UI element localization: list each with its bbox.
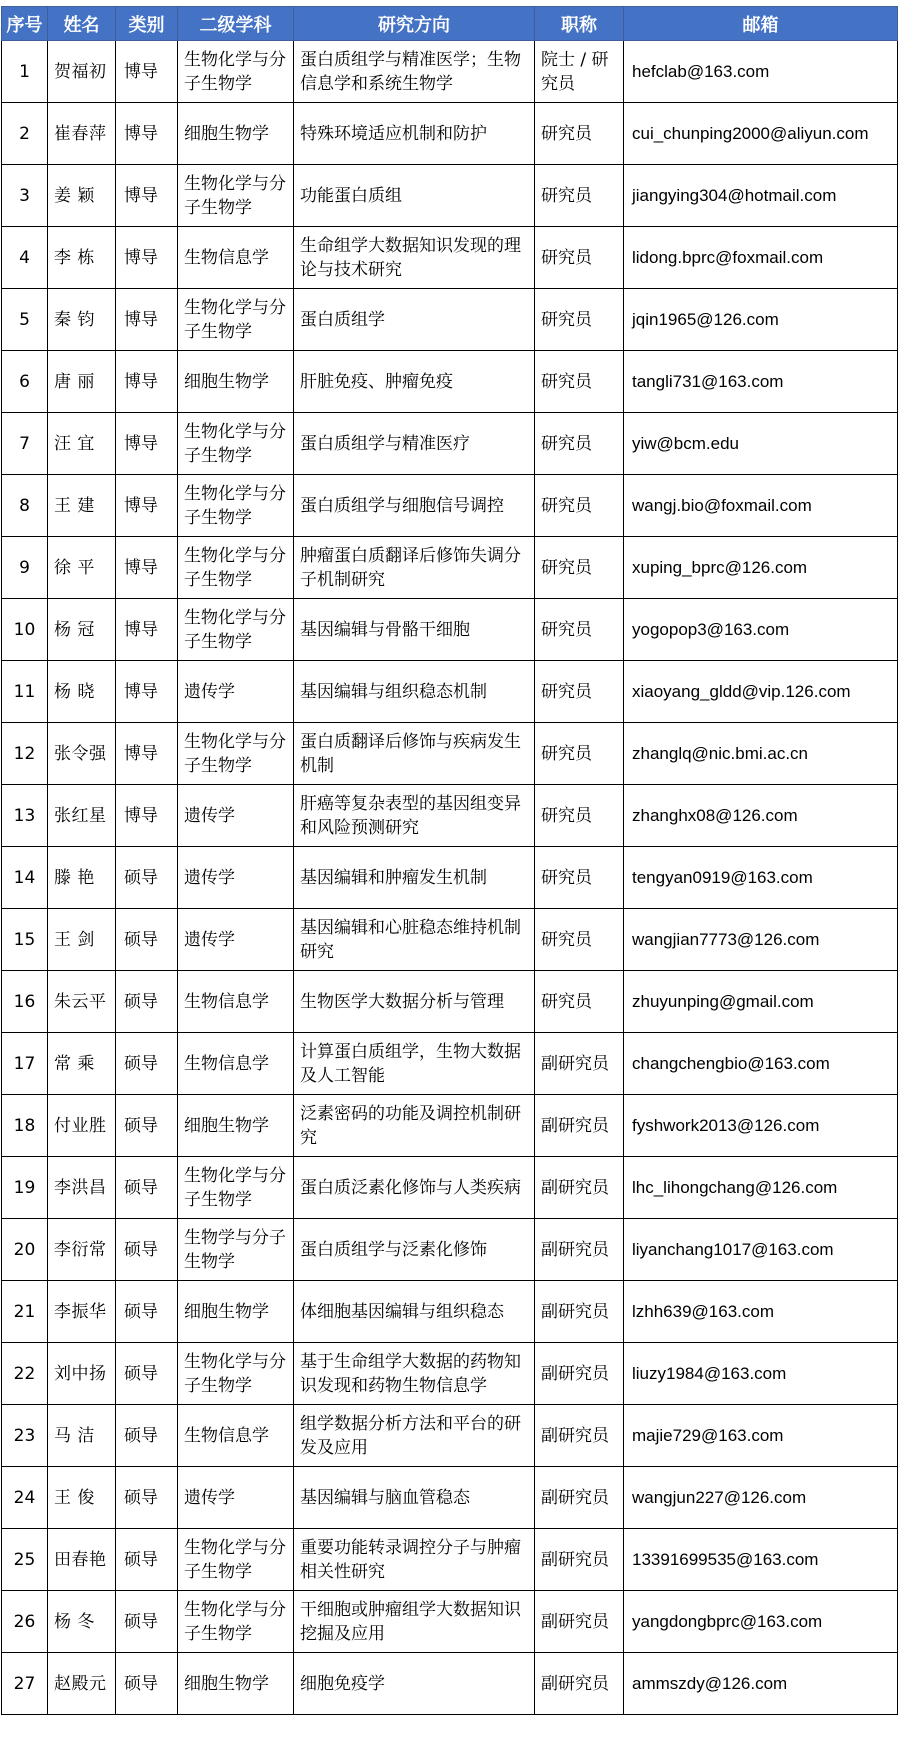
cell-name: 李 栋 <box>48 227 116 289</box>
cell-index: 14 <box>2 847 48 909</box>
header-email: 邮箱 <box>624 7 898 41</box>
cell-email: jqin1965@126.com <box>624 289 898 351</box>
header-row <box>2 7 898 41</box>
cell-name: 李振华 <box>48 1281 116 1343</box>
table-row <box>2 1529 898 1591</box>
cell-email: zhanghx08@126.com <box>624 785 898 847</box>
cell-category: 博导 <box>116 289 178 351</box>
cell-category: 硕导 <box>116 971 178 1033</box>
cell-index: 10 <box>2 599 48 661</box>
cell-index: 13 <box>2 785 48 847</box>
cell-index: 27 <box>2 1653 48 1715</box>
cell-discipline: 生物信息学 <box>178 1033 294 1095</box>
cell-name: 王 剑 <box>48 909 116 971</box>
cell-email: liuzy1984@163.com <box>624 1343 898 1405</box>
cell-title: 副研究员 <box>535 1033 624 1095</box>
table-row <box>2 413 898 475</box>
table-row <box>2 1219 898 1281</box>
cell-title: 副研究员 <box>535 1281 624 1343</box>
cell-index: 15 <box>2 909 48 971</box>
cell-title: 副研究员 <box>535 1095 624 1157</box>
cell-email: xiaoyang_gldd@vip.126.com <box>624 661 898 723</box>
table-row <box>2 661 898 723</box>
cell-category: 硕导 <box>116 1591 178 1653</box>
cell-index: 21 <box>2 1281 48 1343</box>
cell-email: wangjun227@126.com <box>624 1467 898 1529</box>
header-title: 职称 <box>535 7 624 41</box>
cell-index: 11 <box>2 661 48 723</box>
cell-category: 博导 <box>116 661 178 723</box>
table-row <box>2 1033 898 1095</box>
cell-name: 秦 钧 <box>48 289 116 351</box>
table-row <box>2 351 898 413</box>
cell-discipline: 遗传学 <box>178 785 294 847</box>
cell-email: fyshwork2013@126.com <box>624 1095 898 1157</box>
cell-name: 张红星 <box>48 785 116 847</box>
cell-title: 研究员 <box>535 413 624 475</box>
cell-discipline: 生物信息学 <box>178 971 294 1033</box>
cell-category: 硕导 <box>116 1529 178 1591</box>
table-row <box>2 723 898 785</box>
cell-email: tengyan0919@163.com <box>624 847 898 909</box>
table-row <box>2 599 898 661</box>
cell-research: 组学数据分析方法和平台的研发及应用 <box>294 1405 535 1467</box>
cell-title: 院士 / 研究员 <box>535 41 624 103</box>
cell-discipline: 遗传学 <box>178 1467 294 1529</box>
table-row <box>2 1343 898 1405</box>
cell-research: 生命组学大数据知识发现的理论与技术研究 <box>294 227 535 289</box>
table-row <box>2 165 898 227</box>
cell-title: 副研究员 <box>535 1157 624 1219</box>
cell-index: 3 <box>2 165 48 227</box>
cell-category: 博导 <box>116 599 178 661</box>
cell-index: 25 <box>2 1529 48 1591</box>
cell-category: 硕导 <box>116 847 178 909</box>
cell-category: 硕导 <box>116 1343 178 1405</box>
cell-name: 赵殿元 <box>48 1653 116 1715</box>
table-row <box>2 41 898 103</box>
cell-index: 2 <box>2 103 48 165</box>
cell-research: 功能蛋白质组 <box>294 165 535 227</box>
cell-category: 博导 <box>116 41 178 103</box>
cell-research: 基因编辑与脑血管稳态 <box>294 1467 535 1529</box>
cell-discipline: 生物化学与分子生物学 <box>178 1529 294 1591</box>
cell-category: 博导 <box>116 227 178 289</box>
table-row <box>2 909 898 971</box>
cell-research: 蛋白质组学与泛素化修饰 <box>294 1219 535 1281</box>
table-row <box>2 1095 898 1157</box>
cell-discipline: 生物化学与分子生物学 <box>178 413 294 475</box>
cell-discipline: 生物化学与分子生物学 <box>178 165 294 227</box>
cell-email: 13391699535@163.com <box>624 1529 898 1591</box>
cell-index: 1 <box>2 41 48 103</box>
cell-index: 20 <box>2 1219 48 1281</box>
cell-title: 研究员 <box>535 909 624 971</box>
table-row <box>2 1653 898 1715</box>
table-row <box>2 1281 898 1343</box>
cell-email: changchengbio@163.com <box>624 1033 898 1095</box>
cell-title: 研究员 <box>535 165 624 227</box>
cell-email: ammszdy@126.com <box>624 1653 898 1715</box>
cell-title: 研究员 <box>535 537 624 599</box>
cell-email: wangj.bio@foxmail.com <box>624 475 898 537</box>
cell-category: 博导 <box>116 723 178 785</box>
cell-email: xuping_bprc@126.com <box>624 537 898 599</box>
cell-name: 姜 颖 <box>48 165 116 227</box>
cell-name: 徐 平 <box>48 537 116 599</box>
cell-research: 特殊环境适应机制和防护 <box>294 103 535 165</box>
cell-category: 硕导 <box>116 1405 178 1467</box>
cell-name: 朱云平 <box>48 971 116 1033</box>
cell-category: 博导 <box>116 165 178 227</box>
cell-research: 泛素密码的功能及调控机制研究 <box>294 1095 535 1157</box>
cell-email: tangli731@163.com <box>624 351 898 413</box>
cell-discipline: 细胞生物学 <box>178 1281 294 1343</box>
cell-category: 硕导 <box>116 1281 178 1343</box>
cell-email: lhc_lihongchang@126.com <box>624 1157 898 1219</box>
cell-discipline: 遗传学 <box>178 909 294 971</box>
cell-index: 4 <box>2 227 48 289</box>
cell-title: 研究员 <box>535 103 624 165</box>
cell-name: 滕 艳 <box>48 847 116 909</box>
table-row <box>2 103 898 165</box>
table-row <box>2 785 898 847</box>
cell-research: 蛋白质泛素化修饰与人类疾病 <box>294 1157 535 1219</box>
cell-index: 17 <box>2 1033 48 1095</box>
cell-research: 基因编辑与组织稳态机制 <box>294 661 535 723</box>
cell-title: 副研究员 <box>535 1529 624 1591</box>
cell-research: 蛋白质组学与精准医疗 <box>294 413 535 475</box>
cell-research: 蛋白质翻译后修饰与疾病发生机制 <box>294 723 535 785</box>
header-research: 研究方向 <box>294 7 535 41</box>
cell-discipline: 生物化学与分子生物学 <box>178 1157 294 1219</box>
cell-discipline: 细胞生物学 <box>178 1095 294 1157</box>
cell-index: 8 <box>2 475 48 537</box>
cell-title: 研究员 <box>535 723 624 785</box>
cell-title: 研究员 <box>535 971 624 1033</box>
table-row <box>2 475 898 537</box>
table-row <box>2 1405 898 1467</box>
table-row <box>2 1157 898 1219</box>
cell-research: 体细胞基因编辑与组织稳态 <box>294 1281 535 1343</box>
cell-research: 基因编辑和肿瘤发生机制 <box>294 847 535 909</box>
cell-title: 研究员 <box>535 227 624 289</box>
cell-name: 李洪昌 <box>48 1157 116 1219</box>
cell-research: 基因编辑与骨骼干细胞 <box>294 599 535 661</box>
cell-discipline: 遗传学 <box>178 847 294 909</box>
table-row <box>2 847 898 909</box>
cell-name: 李衍常 <box>48 1219 116 1281</box>
cell-name: 王 俊 <box>48 1467 116 1529</box>
cell-category: 硕导 <box>116 909 178 971</box>
header-discipline: 二级学科 <box>178 7 294 41</box>
cell-title: 研究员 <box>535 785 624 847</box>
cell-discipline: 生物化学与分子生物学 <box>178 289 294 351</box>
cell-title: 副研究员 <box>535 1405 624 1467</box>
cell-index: 12 <box>2 723 48 785</box>
cell-email: cui_chunping2000@aliyun.com <box>624 103 898 165</box>
cell-index: 16 <box>2 971 48 1033</box>
cell-research: 蛋白质组学 <box>294 289 535 351</box>
cell-name: 汪 宜 <box>48 413 116 475</box>
cell-email: majie729@163.com <box>624 1405 898 1467</box>
cell-title: 副研究员 <box>535 1343 624 1405</box>
cell-name: 付业胜 <box>48 1095 116 1157</box>
cell-name: 崔春萍 <box>48 103 116 165</box>
cell-name: 杨 晓 <box>48 661 116 723</box>
cell-discipline: 生物学与分子生物学 <box>178 1219 294 1281</box>
cell-category: 博导 <box>116 351 178 413</box>
cell-email: lzhh639@163.com <box>624 1281 898 1343</box>
cell-email: yangdongbprc@163.com <box>624 1591 898 1653</box>
cell-index: 7 <box>2 413 48 475</box>
cell-category: 博导 <box>116 103 178 165</box>
cell-discipline: 生物化学与分子生物学 <box>178 41 294 103</box>
cell-email: yiw@bcm.edu <box>624 413 898 475</box>
cell-discipline: 生物化学与分子生物学 <box>178 1591 294 1653</box>
cell-index: 26 <box>2 1591 48 1653</box>
cell-name: 常 乘 <box>48 1033 116 1095</box>
cell-index: 23 <box>2 1405 48 1467</box>
cell-research: 基因编辑和心脏稳态维持机制研究 <box>294 909 535 971</box>
cell-index: 9 <box>2 537 48 599</box>
cell-email: wangjian7773@126.com <box>624 909 898 971</box>
cell-name: 唐 丽 <box>48 351 116 413</box>
cell-research: 基于生命组学大数据的药物知识发现和药物生物信息学 <box>294 1343 535 1405</box>
header-index: 序号 <box>2 7 48 41</box>
cell-research: 计算蛋白质组学，生物大数据及人工智能 <box>294 1033 535 1095</box>
cell-email: jiangying304@hotmail.com <box>624 165 898 227</box>
cell-research: 重要功能转录调控分子与肿瘤相关性研究 <box>294 1529 535 1591</box>
cell-index: 19 <box>2 1157 48 1219</box>
cell-discipline: 生物化学与分子生物学 <box>178 599 294 661</box>
cell-title: 副研究员 <box>535 1591 624 1653</box>
cell-discipline: 生物化学与分子生物学 <box>178 475 294 537</box>
header-name: 姓名 <box>48 7 116 41</box>
cell-title: 研究员 <box>535 847 624 909</box>
cell-name: 田春艳 <box>48 1529 116 1591</box>
cell-email: yogopop3@163.com <box>624 599 898 661</box>
cell-discipline: 细胞生物学 <box>178 351 294 413</box>
cell-category: 博导 <box>116 475 178 537</box>
cell-category: 硕导 <box>116 1033 178 1095</box>
cell-research: 蛋白质组学与精准医学；生物信息学和系统生物学 <box>294 41 535 103</box>
cell-title: 研究员 <box>535 351 624 413</box>
table-row <box>2 1467 898 1529</box>
table-header <box>2 7 898 41</box>
cell-name: 杨 冠 <box>48 599 116 661</box>
cell-title: 研究员 <box>535 475 624 537</box>
cell-title: 副研究员 <box>535 1653 624 1715</box>
table-row <box>2 289 898 351</box>
cell-category: 硕导 <box>116 1095 178 1157</box>
faculty-table <box>1 6 898 1715</box>
cell-research: 蛋白质组学与细胞信号调控 <box>294 475 535 537</box>
cell-index: 5 <box>2 289 48 351</box>
cell-email: lidong.bprc@foxmail.com <box>624 227 898 289</box>
cell-research: 肿瘤蛋白质翻译后修饰失调分子机制研究 <box>294 537 535 599</box>
table-body <box>2 41 898 1715</box>
cell-discipline: 生物化学与分子生物学 <box>178 1343 294 1405</box>
cell-research: 生物医学大数据分析与管理 <box>294 971 535 1033</box>
table-row <box>2 537 898 599</box>
cell-research: 肝癌等复杂表型的基因组变异和风险预测研究 <box>294 785 535 847</box>
cell-discipline: 细胞生物学 <box>178 103 294 165</box>
cell-name: 杨 冬 <box>48 1591 116 1653</box>
cell-index: 24 <box>2 1467 48 1529</box>
cell-email: zhanglq@nic.bmi.ac.cn <box>624 723 898 785</box>
cell-category: 博导 <box>116 413 178 475</box>
cell-category: 博导 <box>116 785 178 847</box>
cell-title: 副研究员 <box>535 1467 624 1529</box>
cell-category: 硕导 <box>116 1653 178 1715</box>
cell-name: 刘中扬 <box>48 1343 116 1405</box>
cell-category: 硕导 <box>116 1467 178 1529</box>
cell-index: 22 <box>2 1343 48 1405</box>
cell-name: 张令强 <box>48 723 116 785</box>
cell-name: 贺福初 <box>48 41 116 103</box>
cell-category: 硕导 <box>116 1219 178 1281</box>
cell-index: 6 <box>2 351 48 413</box>
table-row <box>2 1591 898 1653</box>
cell-discipline: 生物信息学 <box>178 227 294 289</box>
table-row <box>2 971 898 1033</box>
cell-name: 马 洁 <box>48 1405 116 1467</box>
cell-research: 细胞免疫学 <box>294 1653 535 1715</box>
cell-discipline: 遗传学 <box>178 661 294 723</box>
table-row <box>2 227 898 289</box>
cell-email: hefclab@163.com <box>624 41 898 103</box>
cell-title: 副研究员 <box>535 1219 624 1281</box>
cell-discipline: 生物化学与分子生物学 <box>178 723 294 785</box>
cell-index: 18 <box>2 1095 48 1157</box>
cell-name: 王 建 <box>48 475 116 537</box>
cell-category: 博导 <box>116 537 178 599</box>
cell-title: 研究员 <box>535 289 624 351</box>
cell-discipline: 生物化学与分子生物学 <box>178 537 294 599</box>
cell-title: 研究员 <box>535 661 624 723</box>
cell-research: 肝脏免疫、肿瘤免疫 <box>294 351 535 413</box>
cell-email: zhuyunping@gmail.com <box>624 971 898 1033</box>
cell-discipline: 细胞生物学 <box>178 1653 294 1715</box>
cell-discipline: 生物信息学 <box>178 1405 294 1467</box>
header-category: 类别 <box>116 7 178 41</box>
cell-research: 干细胞或肿瘤组学大数据知识挖掘及应用 <box>294 1591 535 1653</box>
cell-category: 硕导 <box>116 1157 178 1219</box>
cell-title: 研究员 <box>535 599 624 661</box>
cell-email: liyanchang1017@163.com <box>624 1219 898 1281</box>
